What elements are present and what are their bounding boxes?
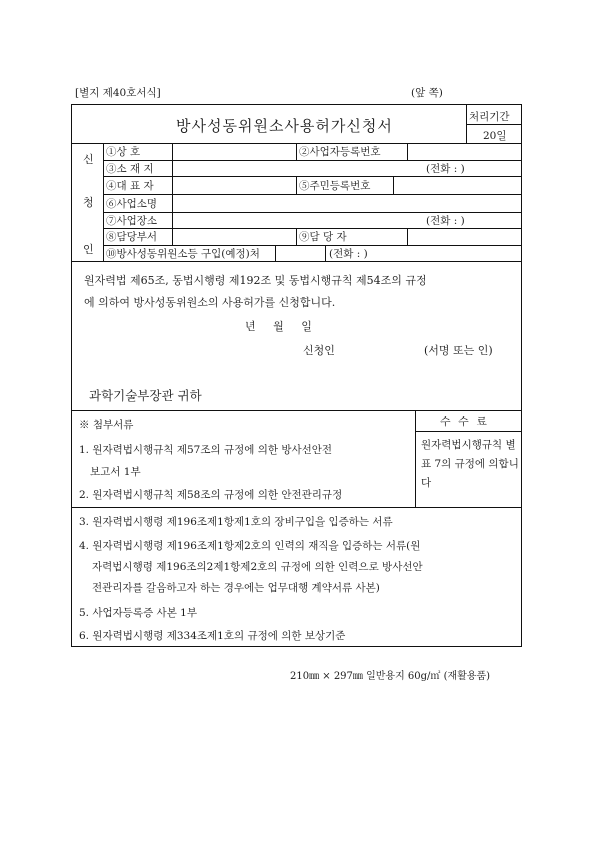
attachment-item: 자력법시행령 제196조의2제1항제2호의 규정에 의한 인력으로 방사선안 <box>92 561 423 573</box>
statement-line-1: 원자력법 제65조, 동법시행령 제192조 및 동법시행규칙 제54조의 규정 <box>84 274 427 287</box>
attachment-item: 전관리자를 갈음하고자 하는 경우에는 업무대행 계약서류 사본) <box>92 582 380 594</box>
phone-workplace: (전화 : ) <box>426 215 465 227</box>
attachment-item: 1. 원자력법시행규칙 제57조의 규정에 의한 방사선안전 <box>79 444 333 456</box>
attachment-item: 3. 원자력법시행령 제196조제1항제1호의 장비구입을 입증하는 서류 <box>79 516 393 528</box>
attachment-item: 4. 원자력법시행령 제196조제1항제2호의 인력의 재직을 입증하는 서류(원 <box>79 540 421 552</box>
phone-purchase-source: (전화 : ) <box>329 248 368 260</box>
fee-heading: 수 수 료 <box>440 415 489 428</box>
attachments-heading: ※ 첨부서류 <box>79 419 134 431</box>
application-date: 년 월 일 <box>245 320 312 333</box>
processing-period-value: 20일 <box>483 130 507 142</box>
field-representative: ④대 표 자 <box>106 180 154 192</box>
page-side-label: (앞 쪽) <box>411 87 443 99</box>
field-resident-registration-no: ⑤주민등록번호 <box>299 180 371 192</box>
signature-label: (서명 또는 인) <box>424 344 493 357</box>
field-trade-name: ①상 호 <box>106 146 141 158</box>
applicant-side-label-3: 인 <box>83 243 94 256</box>
field-business-registration-no: ②사업자등록번호 <box>299 146 381 158</box>
applicant-label: 신청인 <box>303 344 335 357</box>
attachment-item: 보고서 1부 <box>90 466 141 478</box>
field-office-name: ⑥사업소명 <box>106 198 158 210</box>
field-workplace: ⑦사업장소 <box>106 215 158 227</box>
form-number: [별지 제40호서식] <box>75 87 161 99</box>
recipient: 과학기술부장관 귀하 <box>89 388 202 403</box>
applicant-side-label-1: 신 <box>83 153 94 166</box>
fee-text: 원자력법시행규칙 별표 7의 규정에 의합니다 <box>421 439 519 489</box>
field-location: ③소 재 지 <box>106 163 154 175</box>
applicant-side-label-2: 청 <box>83 196 94 209</box>
paper-spec-footer: 210㎜ × 297㎜ 일반용지 60g/㎡ (재활용품) <box>290 671 491 682</box>
attachment-item: 6. 원자력법시행령 제334조제1호의 규정에 의한 보상기준 <box>79 630 346 642</box>
attachment-item: 5. 사업자등록증 사본 1부 <box>79 607 197 619</box>
statement-line-2: 에 의하여 방사성동위원소의 사용허가를 신청합니다. <box>84 296 336 309</box>
field-purchase-source: ⑩방사성동위원소등 구입(예정)처 <box>106 248 260 260</box>
field-department: ⑧담당부서 <box>106 231 158 243</box>
processing-period-label: 처리기간 <box>469 111 510 123</box>
form-title: 방사성동위원소사용허가신청서 <box>176 117 393 135</box>
attachment-item: 2. 원자력법시행규칙 제58조의 규정에 의한 안전관리규정 <box>79 489 343 501</box>
field-person-in-charge: ⑨담 당 자 <box>299 231 347 243</box>
phone-location: (전화 : ) <box>426 163 465 175</box>
